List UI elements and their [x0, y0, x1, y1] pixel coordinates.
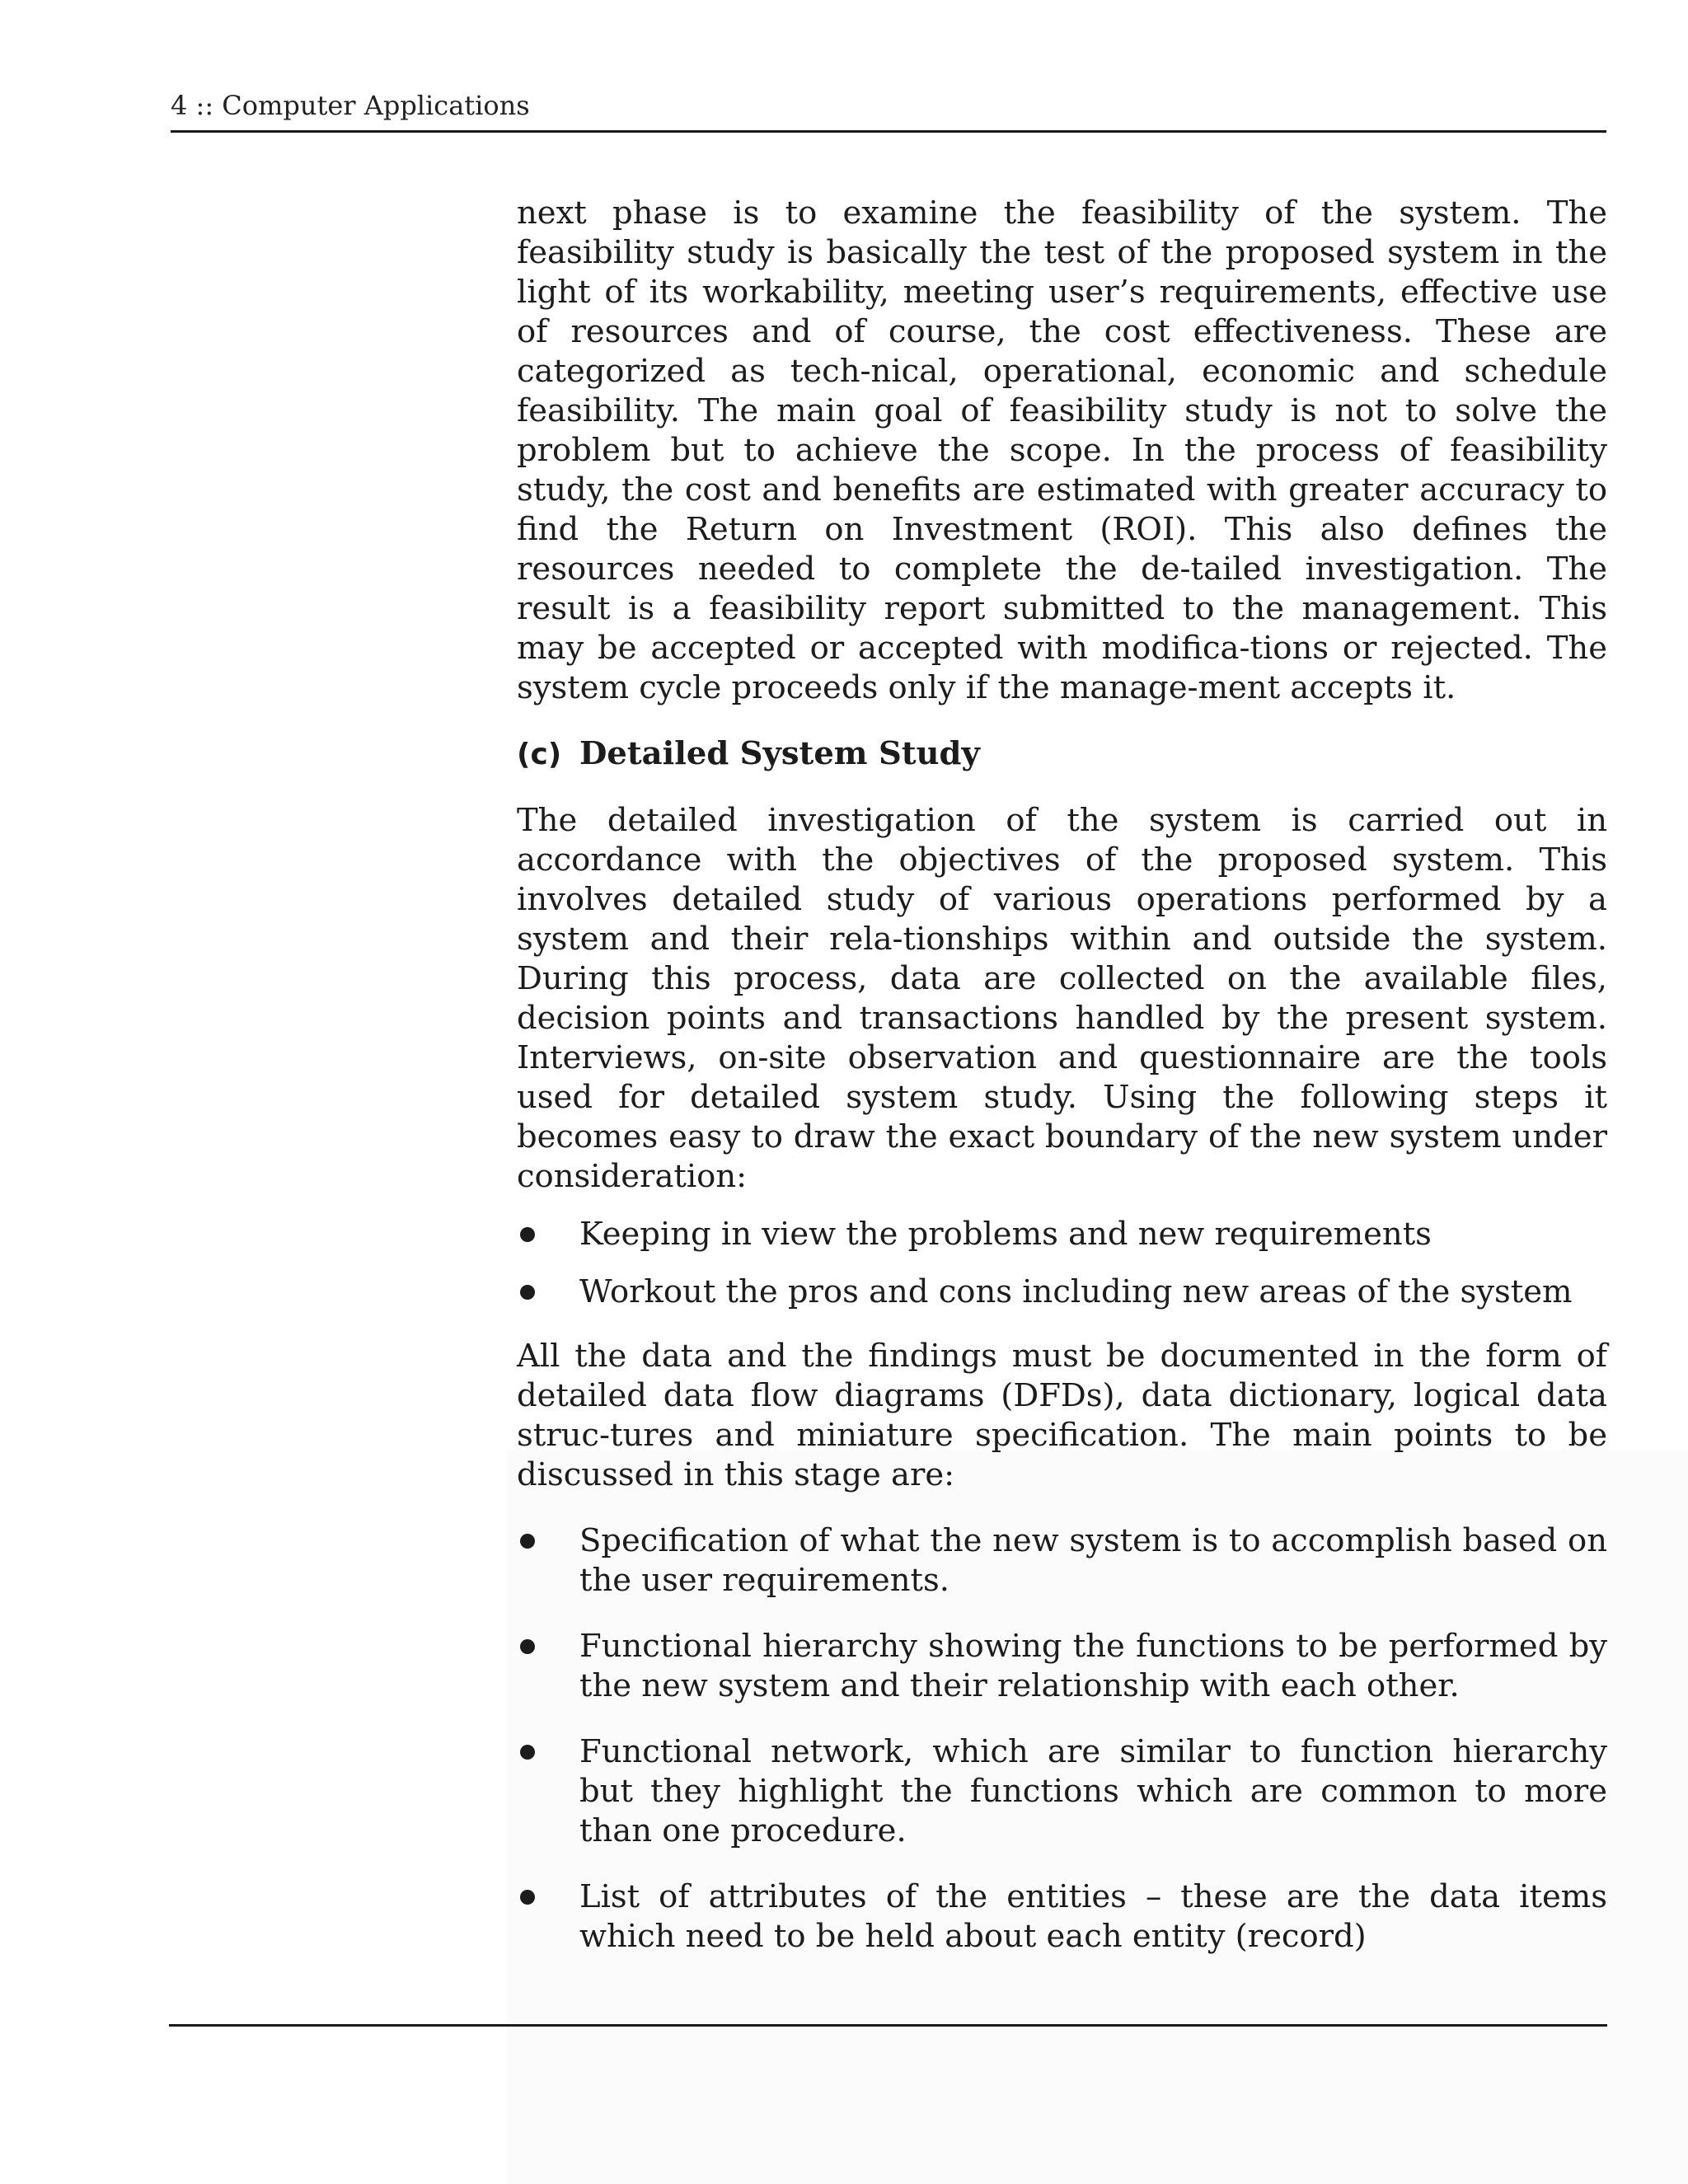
points-list: [517, 1521, 1607, 1957]
bullet-icon: [520, 1227, 535, 1242]
list-item: [517, 1732, 1607, 1851]
list-item: [517, 1215, 1607, 1254]
section-marker: (c): [517, 738, 562, 771]
paragraph-documentation: All the data and the findings must be documented in the form of detailed data flow diagrams (DFDs), data dictionary, logical data struc-tures and miniature specification. The main points to be discussed in this stage are:: [517, 1338, 1607, 1493]
bullet-icon: [520, 1745, 535, 1760]
section-heading: [517, 734, 1607, 775]
section-title: Detailed System Study: [579, 735, 980, 772]
list-item-text: Specification of what the new system is to accomplish based on the user requirements.: [579, 1522, 1607, 1599]
footer-rule: [169, 2024, 1607, 2027]
header-rule: [171, 130, 1606, 133]
running-header: 4 :: Computer Applications: [171, 90, 530, 121]
list-item: [517, 1877, 1607, 1957]
bullet-icon: [520, 1285, 535, 1300]
list-item-text: List of attributes of the entities – these are the data items which need to be held about each entity (record): [579, 1878, 1607, 1955]
paragraph-detailed-study: The detailed investigation of the system is carried out in accordance with the objectives of the proposed system. This involves detailed study of various operations performed by a system and their rela-tionships within and outside the system. During this process, data are collected on the available files, decision points and transactions handled by the present system. Interviews, on-site observation and questionnaire are the tools used for detailed system study. Using the following steps it becomes easy to draw the exact boundary of the new system under consideration:: [517, 802, 1607, 1195]
list-item-text: Keeping in view the problems and new requirements: [579, 1216, 1432, 1253]
list-item: [517, 1272, 1607, 1312]
bullet-icon: [520, 1534, 535, 1549]
bullet-icon: [520, 1639, 535, 1654]
paragraph-feasibility: next phase is to examine the feasibility of the system. The feasibility study is basically the test of the proposed system in the light of its workability, meeting user’s requirements, effective use of resources and of course, the cost effectiveness. These are categorized as tech-nical, operational, economic and schedule feasibility. The main goal of feasibility study is not to solve the problem but to achieve the scope. In the process of feasibility study, the cost and benefits are estimated with greater accuracy to find the Return on Investment (ROI). This also defines the resources needed to complete the de-tailed investigation. The result is a feasibility report submitted to the management. This may be accepted or accepted with modifica-tions or rejected. The system cycle proceeds only if the manage-ment accepts it.: [517, 194, 1607, 706]
bullet-icon: [520, 1890, 535, 1905]
list-item-text: Functional hierarchy showing the functions to be performed by the new system and their relationship with each other.: [579, 1628, 1607, 1704]
list-item: [517, 1627, 1607, 1706]
list-item: [517, 1521, 1607, 1601]
steps-list: [517, 1215, 1607, 1312]
page-content: [517, 194, 1607, 1957]
list-item-text: Workout the pros and cons including new areas of the system: [579, 1273, 1573, 1310]
list-item-text: Functional network, which are similar to function hierarchy but they highlight the functions which are common to more than one procedure.: [579, 1733, 1607, 1849]
